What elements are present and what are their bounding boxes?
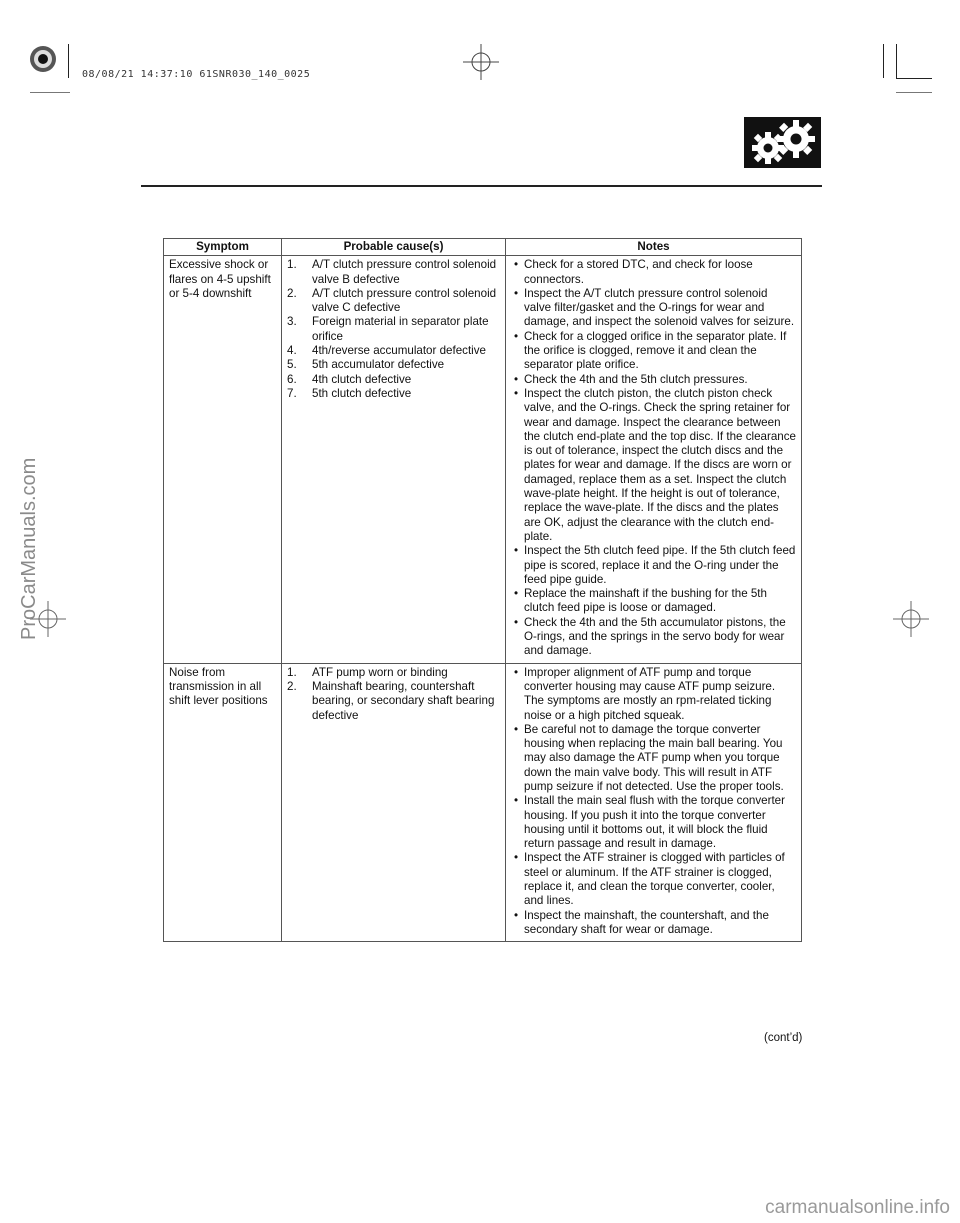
registration-target-icon <box>28 44 58 74</box>
notes-cell <box>506 663 802 942</box>
causes-list <box>287 258 501 401</box>
list-item: 1. A/T clutch pressure control solenoid valve B defective <box>287 258 497 286</box>
table-row <box>164 663 802 942</box>
list-item: • Improper alignment of ATF pump and torque converter housing may cause ATF pump seizure. The symptoms are mostly an rpm-related ticking noise or a high pitched squeak. <box>511 666 797 723</box>
list-item: • Check the 4th and the 5th accumulator pistons, the O-rings, and the springs in the servo body for wear and damage. <box>511 616 797 659</box>
causes-list <box>287 666 501 723</box>
list-item: 2. Mainshaft bearing, countershaft bearing, or secondary shaft bearing defective <box>287 679 495 722</box>
list-item: • Replace the mainshaft if the bushing for the 5th clutch feed pipe is loose or damaged. <box>511 587 797 616</box>
list-item: • Inspect the 5th clutch feed pipe. If the 5th clutch feed pipe is scored, replace it and the O-ring under the feed pipe guide. <box>511 544 797 587</box>
troubleshooting-table <box>163 238 802 942</box>
list-item: • Inspect the A/T clutch pressure control solenoid valve filter/gasket and the O-rings for wear and damage, and inspect the solenoid valves for seizure. <box>511 287 797 330</box>
list-item: 2. A/T clutch pressure control solenoid valve C defective <box>287 286 497 315</box>
list-item: • Install the main seal flush with the torque converter housing. If you push it into the torque converter housing until it bottoms out, it will block the fluid return passage and result in damage. <box>511 794 797 851</box>
column-header-symptom: Symptom <box>164 239 282 256</box>
list-item: • Inspect the clutch piston, the clutch piston check valve, and the O-rings. Check the spring retainer for wear and damage. Inspect the clearance between the clutch end-plate and the top disc. If the clearance is out of tolerance, inspect the clutch discs and the plates for wear and damage. If the discs are worn or damaged, replace them as a set. Inspect the clutch wave-plate height. If the height is out of tolerance, replace the wave-plate. If the discs and the plates are OK, adjust the clearance with the clutch end-plate. <box>511 387 797 544</box>
list-item: • Inspect the ATF strainer is clogged with particles of steel or aluminum. If the ATF strainer is clogged, replace it, and clean the torque converter, cooler, and lines. <box>511 851 797 908</box>
symptom-cell: Noise from transmission in all shift lever positions <box>164 663 282 942</box>
list-item: 1. ATF pump worn or binding <box>287 665 448 679</box>
list-item: • Inspect the mainshaft, the countershaft, and the secondary shaft for wear or damage. <box>511 909 797 938</box>
crosshair-icon <box>893 601 929 637</box>
list-item: 3. Foreign material in separator plate orifice <box>287 315 489 343</box>
crosshair-icon <box>463 44 499 80</box>
notes-cell <box>506 256 802 663</box>
list-item: • Check for a clogged orifice in the separator plate. If the orifice is clogged, remove it and clean the separator plate orifice. <box>511 330 797 373</box>
list-item: • Be careful not to damage the torque converter housing when replacing the main ball bearing. You may also damage the ATF pump when you torque down the main valve body. This will result in ATF pump seizure if not detected. Use the proper tools. <box>511 723 797 794</box>
print-stamp: 08/08/21 14:37:10 61SNR030_140_0025 <box>82 69 311 80</box>
column-header-notes: Notes <box>506 239 802 256</box>
list-item: 6. 4th clutch defective <box>287 372 412 386</box>
header-rule <box>141 185 822 187</box>
table-row <box>164 256 802 663</box>
column-header-causes: Probable cause(s) <box>282 239 506 256</box>
gears-icon <box>744 117 821 168</box>
list-item: 4. 4th/reverse accumulator defective <box>287 344 486 358</box>
watermark-bottom: carmanualsonline.info <box>765 1197 950 1218</box>
list-item: • Check for a stored DTC, and check for loose connectors. <box>511 258 797 287</box>
continued-label: (cont’d) <box>764 1032 803 1044</box>
list-item: 7. 5th clutch defective <box>287 386 412 400</box>
causes-cell <box>282 256 506 663</box>
symptom-cell: Excessive shock or flares on 4-5 upshift or 5-4 downshift <box>164 256 282 663</box>
list-item: • Check the 4th and the 5th clutch pressures. <box>511 373 797 387</box>
notes-list <box>511 258 797 658</box>
causes-cell <box>282 663 506 942</box>
table-header-row <box>164 239 802 256</box>
list-item: 5. 5th accumulator defective <box>287 358 445 372</box>
watermark-side: ProCarManuals.com <box>18 457 40 640</box>
notes-list <box>511 666 797 938</box>
